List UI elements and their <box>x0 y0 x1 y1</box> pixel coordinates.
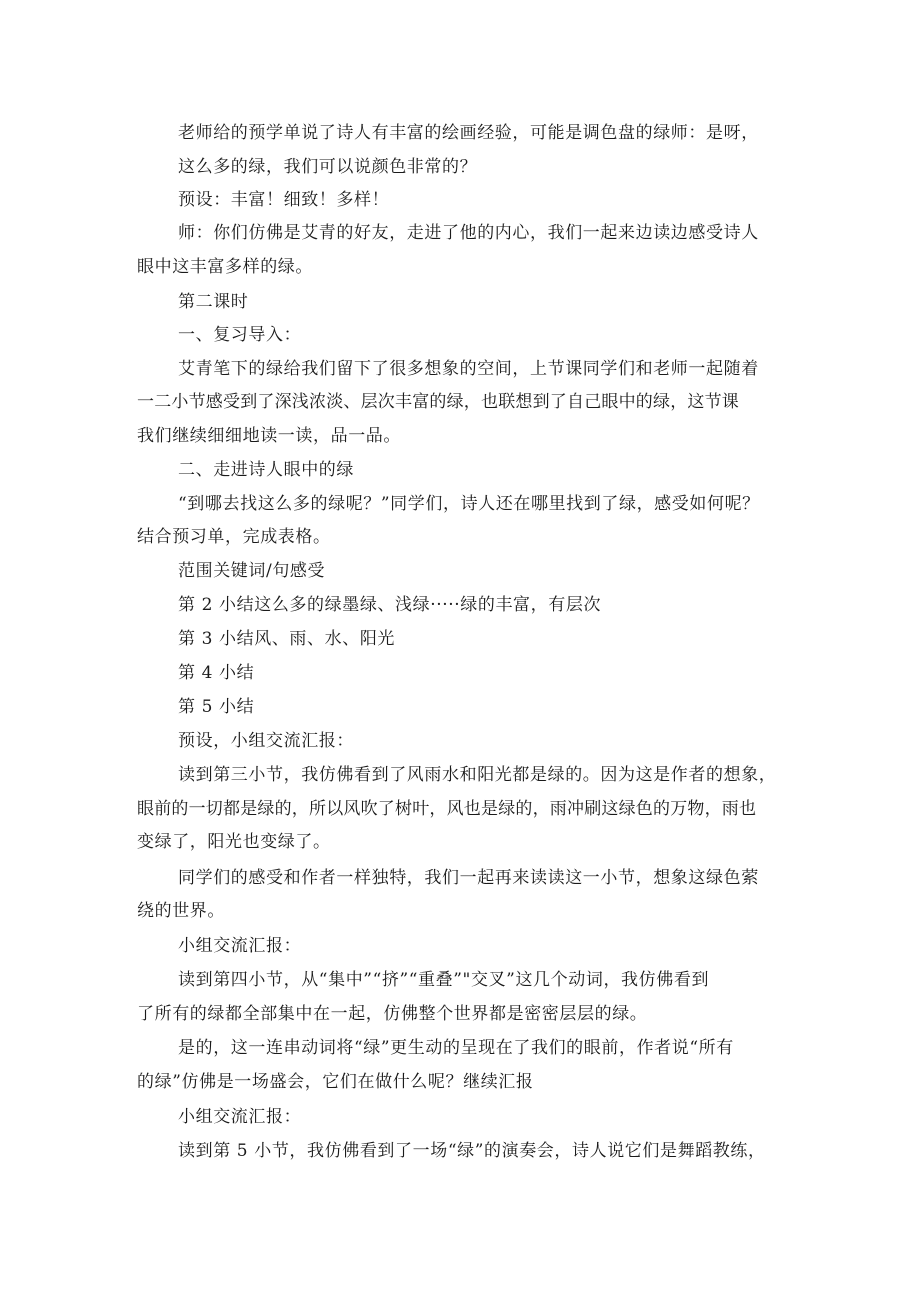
text-line: 是的，这一连串动词将“绿”更生动的呈现在了我们的眼前，作者说“所有 <box>178 1038 734 1058</box>
text-line: 了所有的绿都全部集中在一起，仿佛整个世界都是密密层层的绿。 <box>137 1004 648 1024</box>
text-line: 同学们的感受和作者一样独特，我们一起再来读读这一小节，想象这绿色萦 <box>178 868 759 888</box>
text-line: 变绿了，阳光也变绿了。 <box>137 832 331 852</box>
table-row-line: 第 2 小结这么多的绿墨绿、浅绿·····绿的丰富，有层次 <box>178 595 602 615</box>
text-line: 眼中这丰富多样的绿。 <box>137 257 313 277</box>
text-line: 艾青笔下的绿给我们留下了很多想象的空间，上节课同学们和老师一起随着 <box>178 359 759 379</box>
text-line: 预设，小组交流汇报： <box>178 731 354 751</box>
text-line: 的绿”仿佛是一场盛会，它们在做什么呢？继续汇报 <box>137 1072 534 1092</box>
text-line: 这么多的绿，我们可以说颜色非常的？ <box>178 157 478 177</box>
text-line: 结合预习单，完成表格。 <box>137 527 331 547</box>
table-row-line: 第 3 小结风、雨、水、阳光 <box>178 629 396 649</box>
text-line: 老师给的预学单说了诗人有丰富的绘画经验，可能是调色盘的绿师：是呀， <box>178 123 759 143</box>
table-header-line: 范围关键词/句感受 <box>178 561 326 581</box>
text-line: 师：你们仿佛是艾青的好友，走进了他的内心，我们一起来边读边感受诗人 <box>178 223 759 243</box>
text-line: 读到第三小节，我仿佛看到了风雨水和阳光都是绿的。因为这是作者的想象， <box>178 765 777 785</box>
section-heading: 一、复习导入： <box>178 325 302 345</box>
text-line: 读到第 5 小节，我仿佛看到了一场“绿”的演奏会，诗人说它们是舞蹈教练， <box>178 1141 766 1161</box>
text-line: 预设：丰富！细致！多样！ <box>178 190 390 210</box>
text-line: 小组交流汇报： <box>178 1107 302 1127</box>
section-heading: 第二课时 <box>178 292 249 312</box>
table-row-line: 第 4 小结 <box>178 663 255 683</box>
table-row-line: 第 5 小结 <box>178 697 255 717</box>
text-line: 绕的世界。 <box>137 901 225 921</box>
text-line: 小组交流汇报： <box>178 936 302 956</box>
text-line: 一二小节感受到了深浅浓淡、层次丰富的绿，也联想到了自己眼中的绿，这节课 <box>137 392 739 412</box>
text-line: 我们继续细细地读一读，品一品。 <box>137 426 401 446</box>
text-line: “到哪去找这么多的绿呢？”同学们，诗人还在哪里找到了绿，感受如何呢？ <box>178 494 760 514</box>
text-line: 读到第四小节，从“集中”“挤”“重叠”"交叉”这几个动词，我仿佛看到 <box>178 970 710 990</box>
section-heading: 二、走进诗人眼中的绿 <box>178 460 354 480</box>
text-line: 眼前的一切都是绿的，所以风吹了树叶，风也是绿的，雨冲刷这绿色的万物，雨也 <box>137 799 757 819</box>
